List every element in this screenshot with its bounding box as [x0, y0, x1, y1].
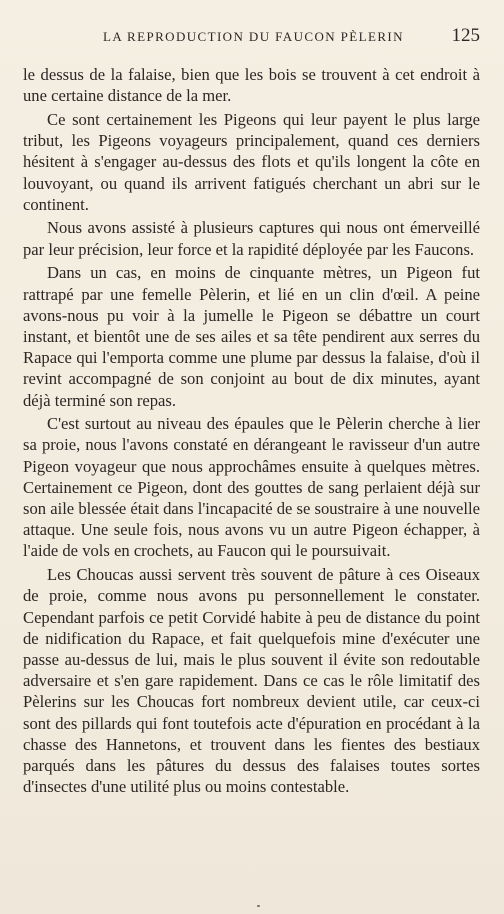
paragraph-captures: Nous avons assisté à plusieurs captures qui nous ont émerveillé par leur précision, leur force et la rapidité déployée par les Faucons.: [23, 218, 480, 259]
body-text: [23, 64, 480, 797]
paragraph-pigeons: Ce sont certainement les Pigeons qui leur payent le plus large tribut, les Pigeons voyageurs principalement, quand ces derniers hésitent à s'engager au-dessus des flots et qu'ils longent la côte en louvoyant, ou quand ils arrivent fatigués cherchant un abri sur le continent.: [23, 109, 480, 214]
running-head: [23, 27, 480, 53]
paragraph-shoulders: C'est surtout au niveau des épaules que le Pèlerin cherche à lier sa proie, nous l'avons constaté en dérangeant le ravisseur d'un autre Pigeon voyageur que nous approchâmes ensuite à quelques mètres. Certainement ce Pigeon, dont des gouttes de sang perlaient déjà sur son aile blessée était dans l'incapacité de se soustraire à une nouvelle attaque. Une seule fois, nous avons vu un autre Pigeon échapper, à l'aide de vols en crochets, au Faucon qui le poursuivait.: [23, 414, 480, 561]
paragraph-choucas: Les Choucas aussi servent très souvent de pâture à ces Oiseaux de proie, comme nous avons pu personnellement le constater. Cependant parfois ce petit Corvidé habite à peu de distance du point de nidification du Rapace, et fait quelquefois mine d'exécuter une passe au-dessus de lui, mais le plus souvent il évite son redoutable adversaire et s'en gare rapidement. Dans ce cas le rôle limitatif des Pèlerins sur les Choucas fort nombreux devient utile, car ceux-ci sont des pillards qui font toutefois acte d'épuration en procédant à la chasse des Hannetons, et trouvent dans les fientes des bestiaux parqués dans les pâtures du dessus des falaises toutes sortes d'insectes d'une utilité plus ou moins contestable.: [23, 565, 480, 797]
paragraph-case-one: Dans un cas, en moins de cinquante mètres, un Pigeon fut rattrapé par une femelle Pèlerin, et lié en un clin d'œil. A peine avons-nous pu voir à la jumelle le Pigeon se débattre un court instant, et bientôt une de ses ailes et sa tête pendirent aux serres du Rapace qui l'emporta comme une plume par dessus la falaise, d'où il revint accompagné de son conjoint au bout de dix minutes, ayant déjà terminé son repas.: [23, 263, 480, 410]
paragraph-continuation: le dessus de la falaise, bien que les bois se trouvent à cet endroit à une certaine distance de la mer.: [23, 65, 480, 106]
running-head-title: LA REPRODUCTION DU FAUCON PÈLERIN: [103, 29, 404, 44]
print-speck: [257, 905, 260, 907]
page-number: 125: [451, 25, 480, 46]
